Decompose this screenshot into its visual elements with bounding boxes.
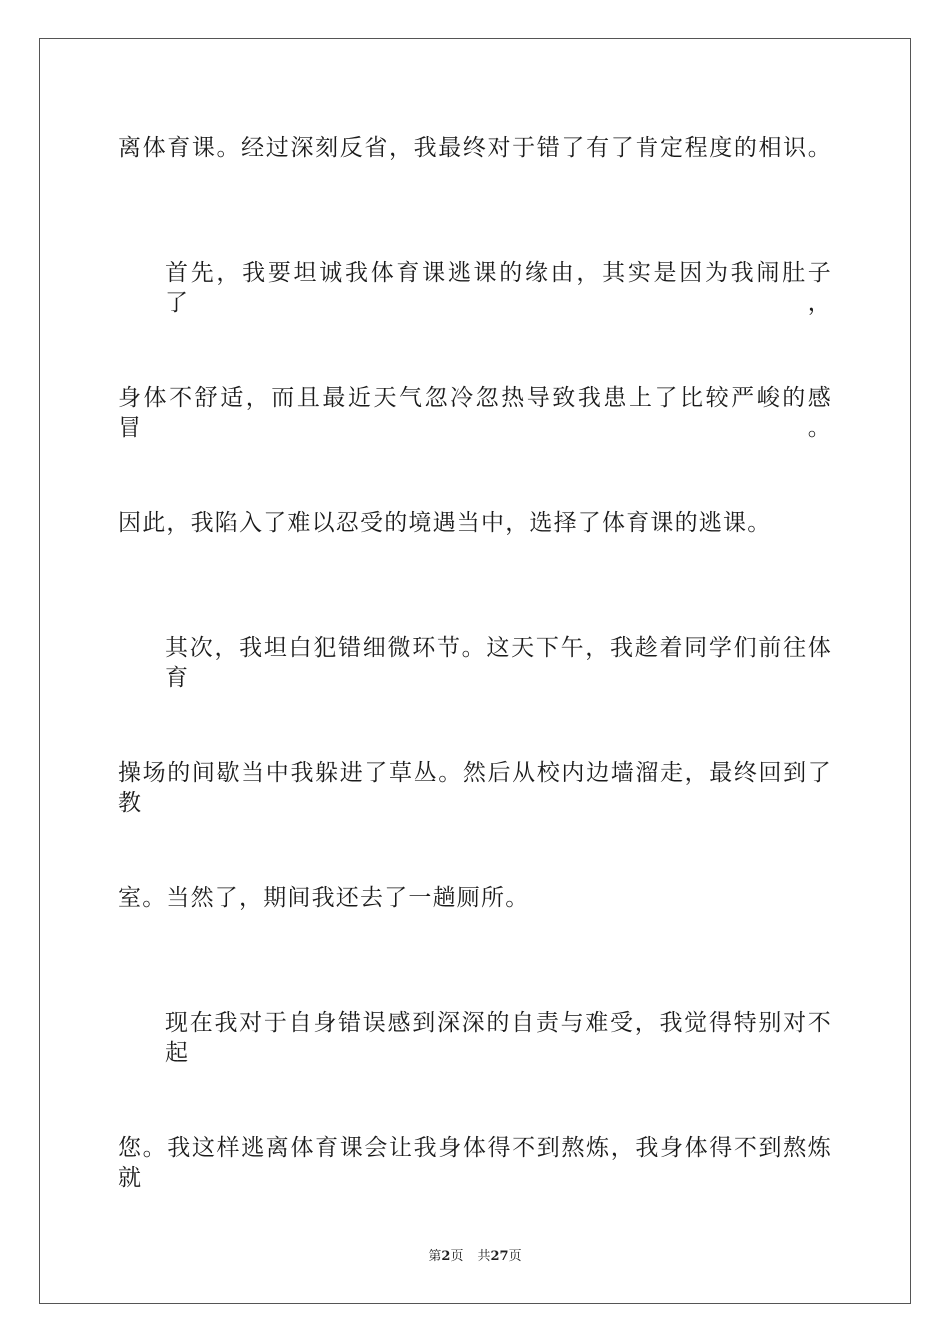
current-page-number: 2 [441, 1249, 451, 1264]
text-line-2: 首先，我要坦诚我体育课逃课的缘由，其实是因为我闹肚子了， [165, 260, 832, 316]
total-unit: 页 [508, 1249, 522, 1264]
text-line-5: 其次，我坦白犯错细微环节。这天下午，我趁着同学们前往体育 [165, 635, 832, 691]
text-line-9: 您。我这样逃离体育课会让我身体得不到熬炼，我身体得不到熬炼就 [118, 1135, 832, 1191]
page-footer [0, 1249, 950, 1265]
page-unit: 页 [450, 1249, 464, 1264]
text-line-8: 现在我对于自身错误感到深深的自责与难受，我觉得特别对不起 [165, 1010, 832, 1066]
text-line-3: 身体不舒适，而且最近天气忽冷忽热导致我患上了比较严峻的感冒。 [118, 385, 832, 441]
text-line-4: 因此，我陷入了难以忍受的境遇当中，选择了体育课的逃课。 [118, 510, 772, 536]
total-prefix: 共 [477, 1249, 491, 1264]
text-line-7: 室。当然了，期间我还去了一趟厕所。 [118, 885, 530, 911]
text-line-6: 操场的间歇当中我躲进了草丛。然后从校内边墙溜走，最终回到了教 [118, 760, 832, 816]
page-prefix: 第 [428, 1249, 442, 1264]
text-line-1: 离体育课。经过深刻反省，我最终对于错了有了肯定程度的相识。 [118, 135, 832, 161]
total-page-count: 27 [490, 1249, 509, 1264]
